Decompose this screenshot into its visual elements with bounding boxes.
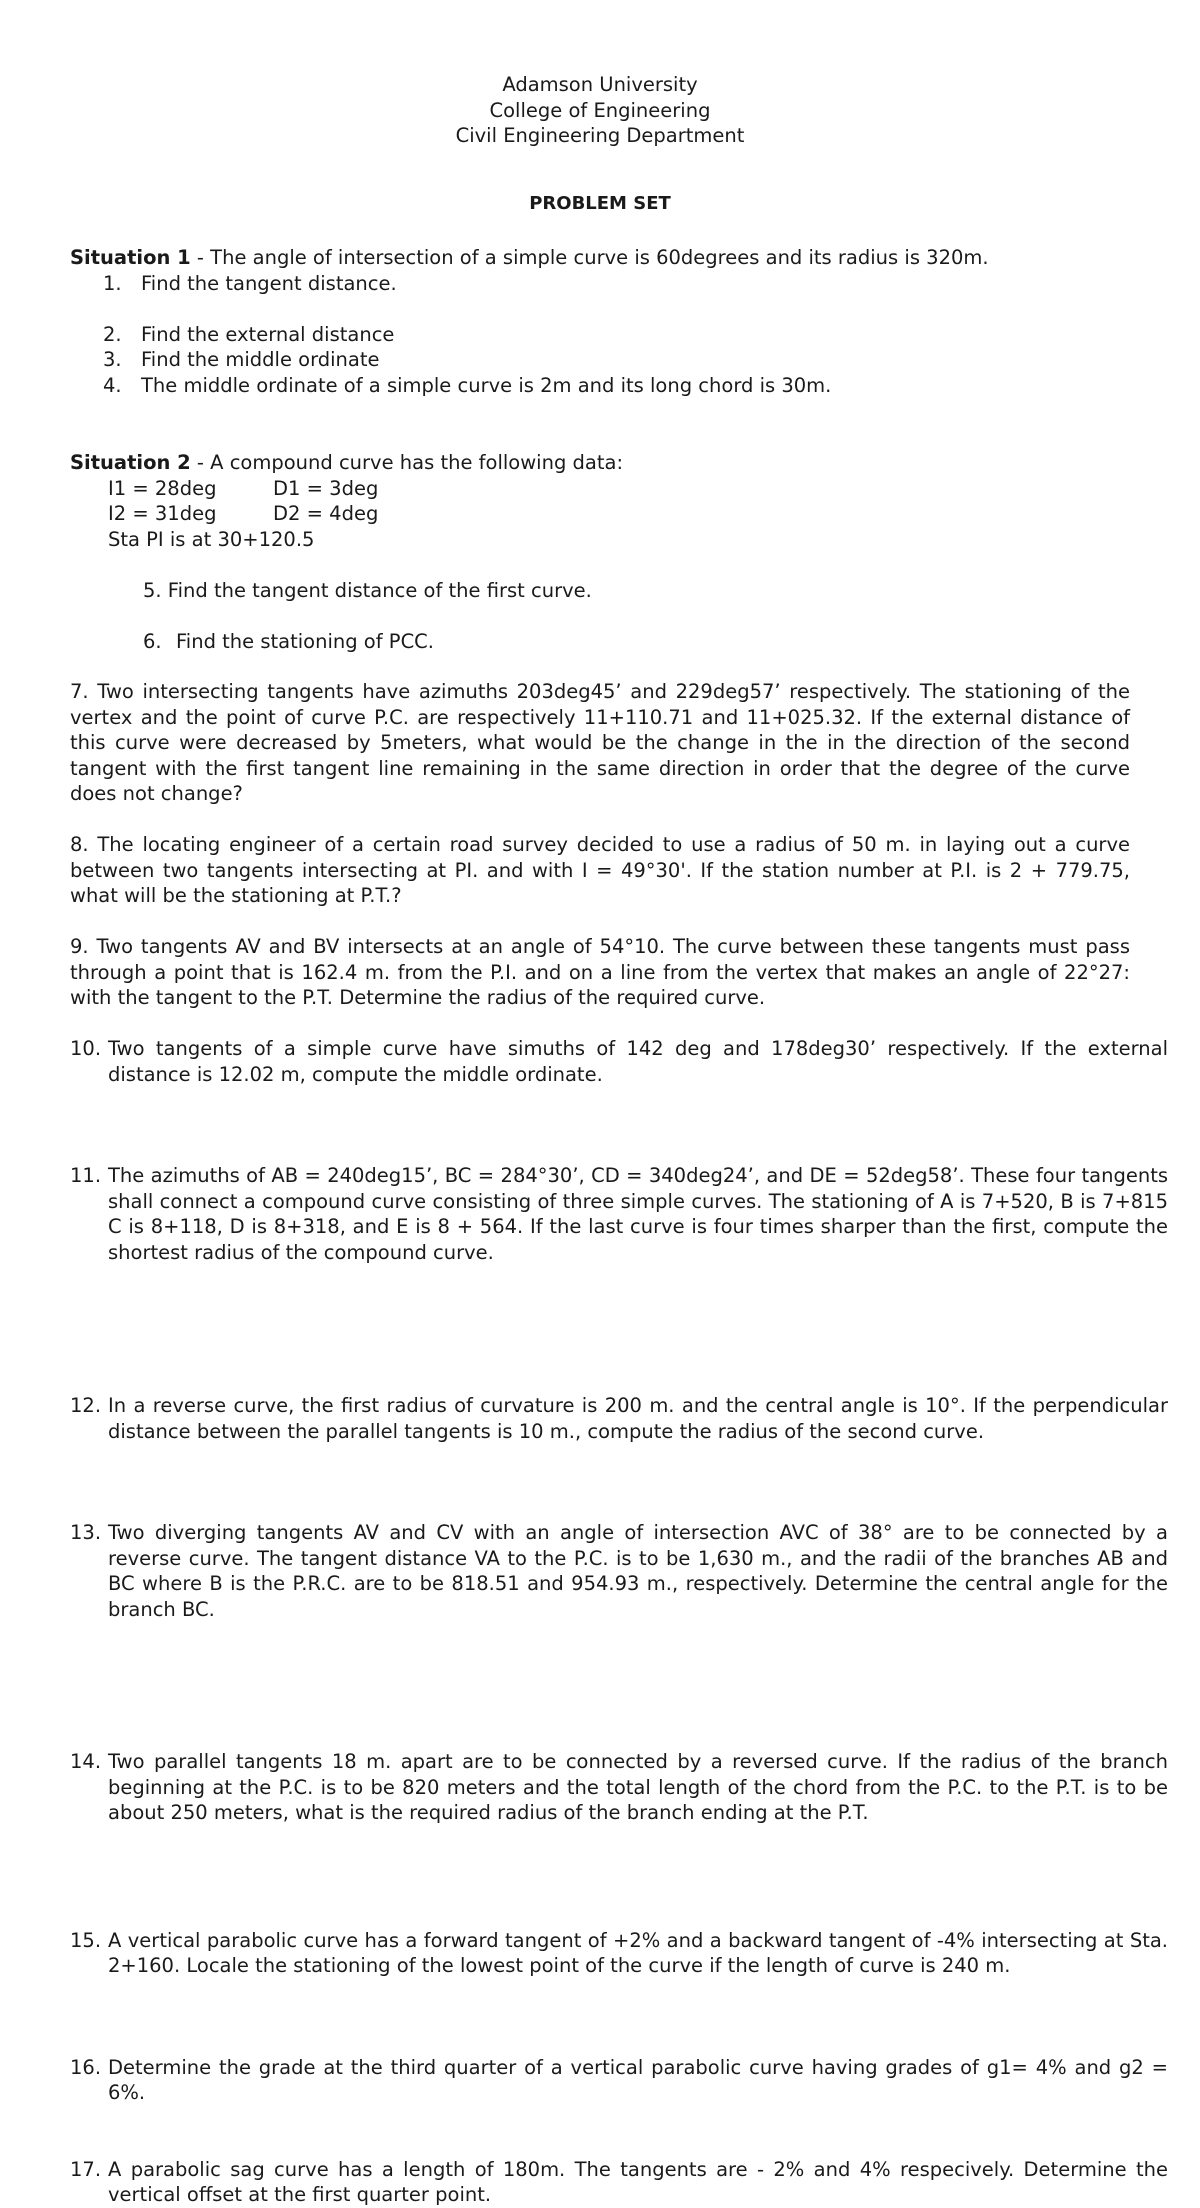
item-number: 17.	[70, 2157, 102, 2181]
curve-data-value: I2 = 31deg	[108, 502, 217, 525]
item-text: A vertical parabolic curve has a forward tangent of +2% and a backward tangent of -4% intersecting at Sta. 2+160. Locale the stationing of the lowest point of the curve if the length of curve is 240 m.	[108, 1928, 1168, 1977]
item-text: Two diverging tangents AV and CV with an angle of intersection AVC of 38° are to be connected by a reverse curve. The tangent distance VA to the P.C. is to be 1,630 m., and the radii of the branches AB and BC where B is the P.R.C. are to be 818.51 and 954.93 m., respectively. Determine the central angle for the branch BC.	[108, 1521, 1168, 1621]
item-number: 14.	[70, 1750, 102, 1773]
university-name: Adamson University	[502, 73, 698, 96]
station-pi: Sta PI is at 30+120.5	[108, 527, 315, 551]
list-item	[70, 347, 1130, 373]
curve-data-value: D2 = 4deg	[273, 502, 379, 525]
problem-8: 8. The locating engineer of a certain road survey decided to use a radius of 50 m. in laying out a curve between two tangents intersecting at PI. and with I = 49°30'. If the station number at P.I. is 2 + 779.75, what will be the stationing at P.T.?	[70, 833, 1130, 907]
problem-17	[70, 2157, 1168, 2208]
curve-data-value: I1 = 28deg	[108, 476, 217, 500]
item-text: In a reverse curve, the first radius of curvature is 200 m. and the central angle is 10°. If the perpendicular distance between the parallel tangents is 10 m., compute the radius of the second curve.	[108, 1394, 1168, 1443]
question-5: 5. Find the tangent distance of the first curve.	[143, 578, 592, 602]
item-number: 2.	[103, 322, 122, 346]
item-number: 12.	[70, 1394, 102, 1417]
situation-2	[70, 450, 1130, 654]
list-item	[70, 373, 1130, 399]
item-text: Two tangents of a simple curve have simuths of 142 deg and 178deg30’ respectively. If the external distance is 12.02 m, compute the middle ordinate.	[108, 1037, 1168, 1086]
list-item	[70, 322, 1130, 348]
problem-14	[70, 1749, 1168, 1826]
item-text: Determine the grade at the third quarter of a vertical parabolic curve having grades of g1= 4% and g2 = 6%.	[108, 2055, 1168, 2104]
item-number: 13.	[70, 1521, 102, 1544]
curve-data-row	[70, 476, 1130, 502]
item-text: Find the middle ordinate	[141, 348, 380, 371]
situation-2-text: - A compound curve has the following data:	[190, 451, 624, 474]
curve-data-row	[70, 501, 1130, 527]
item-number: 6.	[143, 629, 162, 653]
list-item	[70, 271, 1130, 297]
item-text: Find the stationing of PCC.	[176, 629, 434, 653]
item-text: Find the external distance	[141, 322, 395, 346]
item-number: 11.	[70, 1164, 102, 1187]
situation-1-text: - The angle of intersection of a simple curve is 60degrees and its radius is 320m.	[190, 246, 989, 269]
item-text: Find the tangent distance.	[141, 271, 397, 295]
problem-16	[70, 2055, 1168, 2106]
item-text: The middle ordinate of a simple curve is 2m and its long chord is 30m.	[141, 373, 832, 397]
page-title: PROBLEM SET	[529, 193, 671, 214]
problem-9: 9. Two tangents AV and BV intersects at an angle of 54°10. The curve between these tangents must pass through a point that is 162.4 m. from the P.I. and on a line from the vertex that makes an angle of 22°27: with the tangent to the P.T. Determine the radius of the required curve.	[70, 935, 1130, 1009]
problem-12	[70, 1393, 1168, 1444]
situation-1	[70, 245, 1130, 398]
item-number: 3.	[103, 348, 122, 371]
problem-11	[70, 1163, 1168, 1265]
situation-1-label: Situation 1	[70, 246, 191, 269]
college-name: College of Engineering	[489, 98, 711, 122]
item-number: 1.	[103, 271, 122, 295]
item-text: The azimuths of AB = 240deg15’, BC = 284°30’, CD = 340deg24’, and DE = 52deg58’. These four tangents shall connect a compound curve consisting of three simple curves. The stationing of A is 7+520, B is 7+815 C is 8+118, D is 8+318, and E is 8 + 564. If the last curve is four times sharper than the first, compute the shortest radius of the compound curve.	[108, 1164, 1168, 1264]
item-text: Two parallel tangents 18 m. apart are to be connected by a reversed curve. If the radius of the branch beginning at the P.C. is to be 820 meters and the total length of the chord from the P.C. to the P.T. is to be about 250 meters, what is the required radius of the branch ending at the P.T.	[108, 1750, 1168, 1824]
problem-10	[70, 1036, 1168, 1087]
problem-7: 7. Two intersecting tangents have azimuths 203deg45’ and 229deg57’ respectively. The stationing of the vertex and the point of curve P.C. are respectively 11+110.71 and 11+025.32. If the external distance of this curve were decreased by 5meters, what would be the change in the in the direction of the second tangent with the first tangent line remaining in the same direction in order that the degree of the curve does not change?	[70, 680, 1130, 805]
problem-13	[70, 1520, 1168, 1622]
item-number: 16.	[70, 2055, 102, 2079]
curve-data-value: D1 = 3deg	[273, 476, 379, 500]
question-6	[70, 629, 1130, 655]
item-number: 10.	[70, 1037, 102, 1060]
situation-2-label: Situation 2	[70, 451, 191, 474]
problem-15	[70, 1928, 1168, 1979]
department-name: Civil Engineering Department	[455, 124, 745, 147]
item-number: 4.	[103, 373, 122, 397]
item-number: 15.	[70, 1928, 102, 1952]
item-text: A parabolic sag curve has a length of 180m. The tangents are - 2% and 4% respecively. Determine the vertical offset at the first quarter point.	[108, 2157, 1168, 2206]
document-header	[0, 72, 1200, 149]
